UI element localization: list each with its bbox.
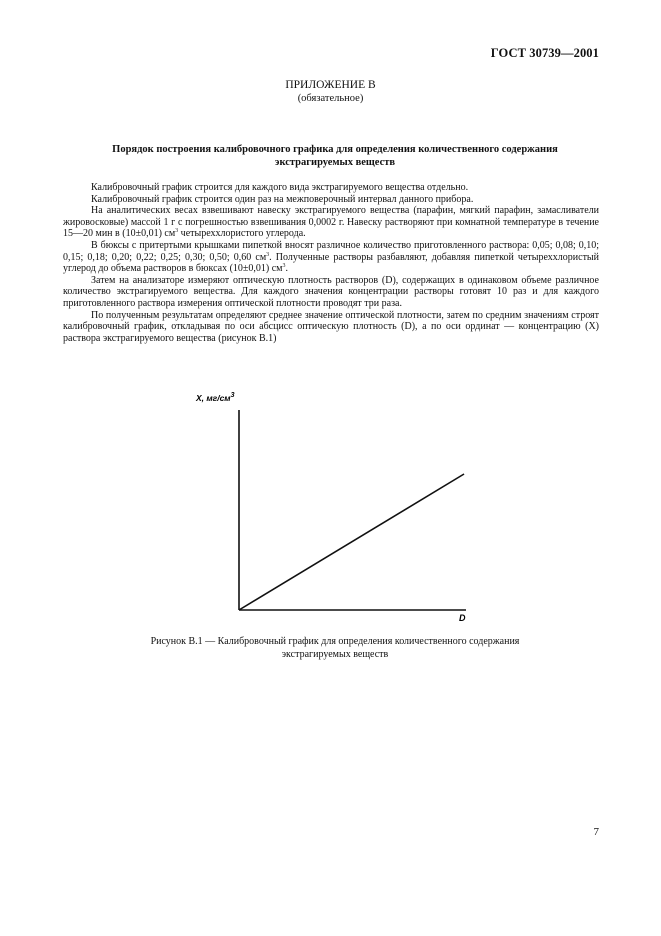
paragraph-3-text-a: На аналитических весах взвешивают навеску экстрагируемого вещества (парафин, мягкий парафин, замасливатели жировосковые) массой 1 г с погрешностью взвешивания 0,0002 г. Навеску растворяют при комнатной температуре в течение 15—20 мин в (10±0,01) см [63,205,599,240]
paragraph-4 [63,240,599,275]
x-axis-label: D [459,613,466,623]
paragraph-4-text-b: . Полученные растворы разбавляют, добавляя пипеткой четыреххлористый углерод до объема растворов в бюксах (10±0,01) см [63,251,600,275]
paragraph-3-text-b: четыреххлористого углерода. [178,228,306,240]
page-number: 7 [593,826,599,838]
paragraph-1: Калибровочный график строится для каждого вида экстрагируемого вещества отдельно. [91,182,469,193]
appendix-title: ПРИЛОЖЕНИЕ В [285,79,376,91]
paragraph-4-text-c: . [285,263,288,275]
paragraph-3 [63,205,599,240]
paragraph-5: Затем на анализаторе измеряют оптическую плотность растворов (D), содержащих в одинаковом объеме различное количество экстрагируемого вещества. Для каждого значения концентрации растворы готовят 10 раз и для каждого приготовленного раствора измерения оптической плотности проводят три раза. [63,274,599,309]
superscript-3: 3 [282,263,286,270]
figure-caption-line-1: Рисунок В.1 — Калибровочный график для определения количественного содержания [150,636,520,647]
paragraph-4-text-a: В бюксы с притертыми крышками пипеткой вносят различное количество приготовленного раствора: 0,05; 0,08; 0,10; 0,15; 0,18; 0,20; 0,22; 0,25; 0,30; 0,50; 0,60 см [63,239,599,263]
calibration-line [239,474,464,610]
section-heading-line-1: Порядок построения калибровочного графика для определения количественного содержания [112,144,558,155]
standard-number: ГОСТ 30739—2001 [490,46,599,60]
figure-caption-line-2: экстрагируемых веществ [281,648,389,660]
superscript-3: 3 [175,228,179,235]
section-heading [80,143,590,169]
paragraph-2: Калибровочный график строится один раз на межповерочный интервал данного прибора. [91,193,474,205]
y-axis-label-text: X, мг/см [196,393,231,403]
y-axis-label [195,392,235,403]
y-axis-label-superscript: 3 [230,392,235,399]
section-heading-line-2: экстрагируемых веществ [274,157,396,168]
appendix-block [0,79,661,105]
paragraph-6: По полученным результатам определяют среднее значение оптической плотности, затем по средним значениям строят калибровочный график, откладывая по оси абсцисс оптическую плотность (D), а по оси ординат — концентрацию (X) раствора экстрагируемого вещества (рисунок В.1) [63,309,599,344]
figure-caption [80,636,590,661]
superscript-3: 3 [266,251,270,258]
body-text [63,182,599,344]
calibration-chart [190,375,480,625]
appendix-subtitle: (обязательное) [297,93,364,104]
